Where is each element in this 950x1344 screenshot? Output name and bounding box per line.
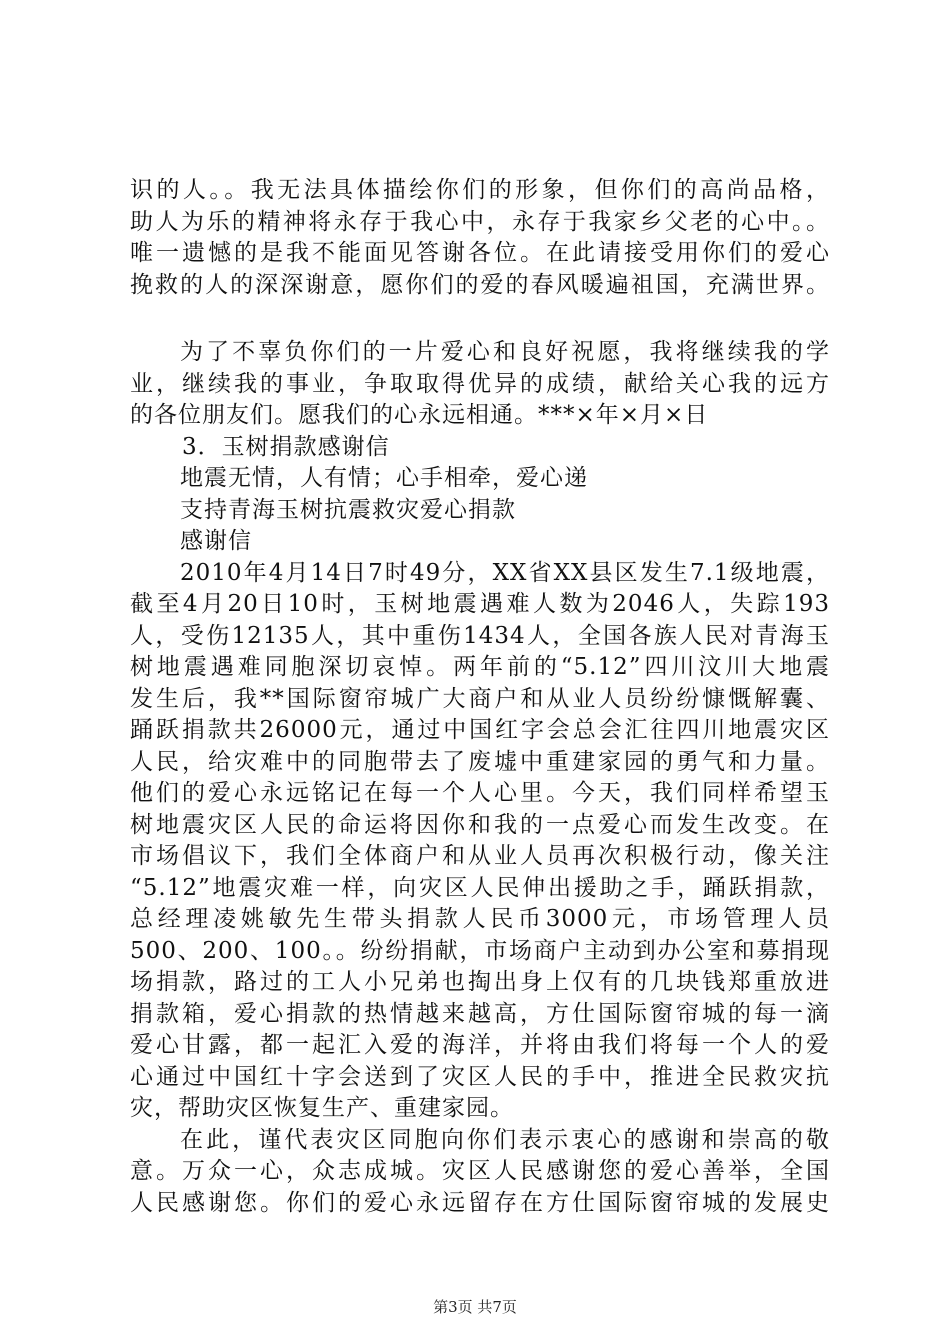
text-line: 总经理凌姚敏先生带头捐款人民币3000元，市场管理人员 bbox=[130, 906, 830, 932]
text-line: 捐款箱，爱心捐款的热情越来越高，方仕国际窗帘城的每一滴 bbox=[130, 1000, 830, 1027]
text-line: 2010年4月14日7时49分，XX省XX县区发生7.1级地震， bbox=[180, 559, 830, 586]
paragraph-earthquake-donation bbox=[130, 558, 830, 1125]
text-line: 心通过中国红十字会送到了灾区人民的手中，推进全民救灾抗 bbox=[130, 1063, 830, 1090]
text-line: 截至4月20日10时，玉树地震遇难人数为2046人，失踪193 bbox=[130, 591, 830, 617]
text-line: 灾，帮助灾区恢复生产、重建家园。 bbox=[130, 1095, 514, 1121]
text-line: 人民感谢您。你们的爱心永远留存在方仕国际窗帘城的发展史 bbox=[130, 1189, 830, 1216]
text-line: 市场倡议下，我们全体商户和从业人员再次积极行动，像关注 bbox=[130, 843, 830, 869]
document-body bbox=[130, 175, 830, 1219]
text-line: 他们的爱心永远铭记在每一个人心里。今天，我们同样希望玉 bbox=[130, 780, 830, 806]
text-line: 500、200、100。。纷纷捐献，市场商户主动到办公室和募捐现 bbox=[130, 937, 830, 964]
text-line: 挽救的人的深深谢意，愿你们的爱的春风暖遍祖国，充满世界。 bbox=[130, 271, 830, 298]
subtitle-line: 支持青海玉树抗震救灾爱心捐款 bbox=[180, 496, 516, 523]
text-line: 发生后，我**国际窗帘城广大商户和从业人员纷纷慷慨解囊、 bbox=[130, 685, 830, 712]
section-heading-yushu-letter bbox=[130, 432, 830, 558]
page-number-footer: 第3页 共7页 bbox=[433, 1298, 517, 1316]
text-line: 场捐款，路过的工人小兄弟也掏出身上仅有的几块钱郑重放进 bbox=[130, 969, 830, 995]
text-line: 唯一遗憾的是我不能面见答谢各位。在此请接受用你们的爱心 bbox=[130, 240, 830, 266]
text-line: 助人为乐的精神将永存于我心中，永存于我家乡父老的心中。。 bbox=[130, 208, 830, 235]
section-number-title: 3．玉树捐款感谢信 bbox=[182, 433, 390, 460]
paragraph-thanks bbox=[130, 1125, 830, 1220]
text-line: 树地震灾区人民的命运将因你和我的一点爱心而发生改变。在 bbox=[130, 811, 830, 838]
text-line: 意。万众一心，众志成城。灾区人民感谢您的爱心善举，全国 bbox=[130, 1158, 830, 1184]
letter-title: 感谢信 bbox=[180, 528, 252, 554]
text-line: “5.12”地震灾难一样，向灾区人民伸出援助之手，踊跃捐款， bbox=[130, 874, 830, 901]
text-line: 在此，谨代表灾区同胞向你们表示衷心的感谢和崇高的敬 bbox=[180, 1126, 830, 1153]
text-line: 人民，给灾难中的同胞带去了废墟中重建家园的勇气和力量。 bbox=[130, 748, 830, 775]
text-line: 爱心甘露，都一起汇入爱的海洋，并将由我们将每一个人的爱 bbox=[130, 1032, 830, 1058]
paragraph-gap bbox=[130, 301, 830, 337]
text-line: 踊跃捐款共26000元，通过中国红字会总会汇往四川地震灾区 bbox=[130, 717, 830, 743]
text-line: 人，受伤12135人，其中重伤1434人，全国各族人民对青海玉 bbox=[130, 622, 830, 649]
text-line-signature-date: 的各位朋友们。愿我们的心永远相通。***×年×月×日 bbox=[130, 402, 709, 428]
text-line: 识的人。。我无法具体描绘你们的形象，但你们的高尚品格， bbox=[130, 177, 830, 203]
text-line: 业，继续我的事业，争取取得优异的成绩，献给关心我的远方 bbox=[130, 370, 830, 397]
slogan-line: 地震无情，人有情；心手相牵，爱心递 bbox=[180, 465, 588, 491]
paragraph-promise bbox=[130, 337, 830, 432]
text-line: 树地震遇难同胞深切哀悼。两年前的“5.12”四川汶川大地震 bbox=[130, 654, 830, 680]
text-line: 为了不辜负你们的一片爱心和良好祝愿，我将继续我的学 bbox=[180, 339, 830, 365]
paragraph-gratitude-closing bbox=[130, 175, 830, 301]
